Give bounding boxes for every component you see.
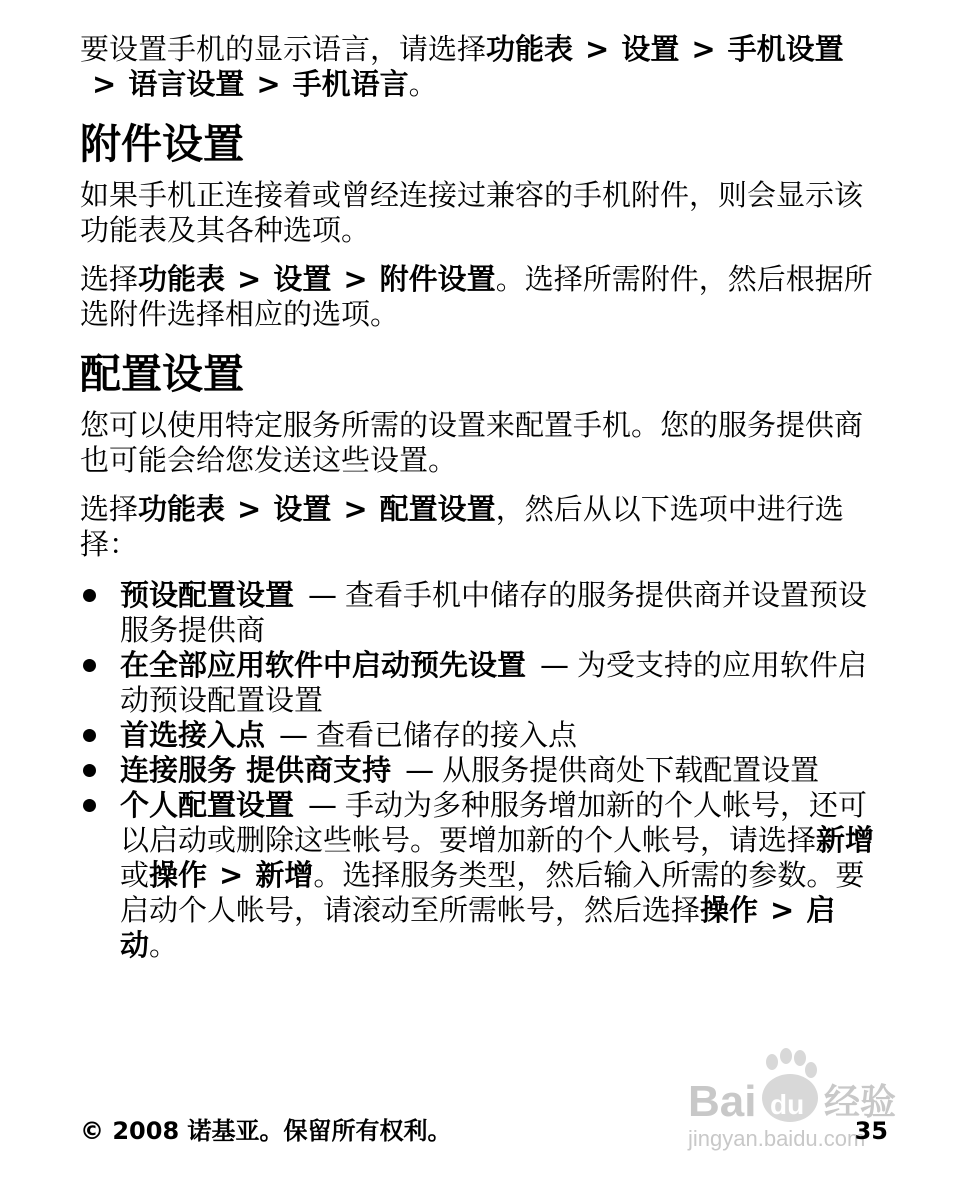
intro-text: 要设置手机的显示语言，请选择 (80, 32, 487, 66)
intro-paragraph (80, 32, 890, 102)
conjunction-text: 或 (120, 858, 150, 892)
em-dash: — (308, 578, 338, 612)
menu-path-item: 操作 (149, 858, 208, 892)
watermark-label: 经验 (824, 1082, 897, 1123)
option-name: 连接服务 提供商支持 (120, 753, 392, 787)
menu-path-item: 操作 (700, 893, 759, 927)
path-separator: > (219, 858, 244, 892)
em-dash: — (279, 718, 309, 752)
instruction-text: 选择 (80, 262, 139, 296)
menu-path-item: 设置 (621, 32, 680, 66)
path-separator: > (343, 492, 368, 526)
watermark-brand-text: Bai (688, 1077, 757, 1126)
configuration-options-list (80, 578, 890, 963)
option-description: 为受支持的应用软件启动预设配置设置 (120, 648, 868, 717)
menu-path-item: 新增 (816, 823, 875, 857)
page-number: 35 (854, 1117, 888, 1145)
menu-path-item: 手机语言 (292, 67, 409, 101)
option-description: 。选择服务类型，然后输入所需的参数。要启动个人帐号，请滚动至所需帐号，然后选择 (120, 858, 865, 927)
menu-path-item: 功能表 (486, 32, 574, 66)
em-dash: — (405, 753, 435, 787)
menu-path-item: 手机设置 (727, 32, 844, 66)
list-item (80, 718, 890, 753)
path-separator: > (343, 262, 368, 296)
section-heading-configuration: 配置设置 (80, 350, 244, 398)
list-item (80, 788, 890, 963)
copyright-notice: © 2008 诺基亚。保留所有权利。 (80, 1117, 452, 1145)
section-heading-accessories: 附件设置 (80, 120, 244, 168)
menu-path-item: 配置设置 (379, 492, 496, 526)
path-separator: > (92, 67, 117, 101)
menu-path-item: 新增 (255, 858, 314, 892)
sentence-end: 。 (149, 928, 179, 962)
option-description: 查看手机中储存的服务提供商并设置预设服务提供商 (120, 578, 868, 647)
menu-path-item: 功能表 (138, 492, 226, 526)
configuration-description: 您可以使用特定服务所需的设置来配置手机。您的服务提供商也可能会给您发送这些设置。 (80, 408, 864, 477)
instruction-text: ，然后从以下选项中进行选择： (80, 492, 844, 561)
em-dash: — (308, 788, 338, 822)
accessories-instructions (80, 262, 890, 332)
accessories-description: 如果手机正连接着或曾经连接过兼容的手机附件，则会显示该功能表及其各种选项。 (80, 178, 864, 247)
option-description: 从服务提供商处下载配置设置 (442, 753, 820, 787)
list-item (80, 578, 890, 648)
menu-path-item: 设置 (273, 492, 332, 526)
menu-path-item: 启动 (120, 893, 836, 962)
list-item (80, 648, 890, 718)
path-separator: > (237, 262, 262, 296)
menu-path-item: 设置 (273, 262, 332, 296)
manual-page (80, 32, 890, 963)
path-separator: > (770, 893, 795, 927)
menu-path-item: 附件设置 (379, 262, 496, 296)
path-separator: > (237, 492, 262, 526)
page-footer (80, 1116, 888, 1146)
menu-path-item: 语言设置 (128, 67, 245, 101)
sentence-end: 。 (408, 67, 438, 101)
path-separator: > (585, 32, 610, 66)
option-name: 首选接入点 (120, 718, 266, 752)
option-name: 在全部应用软件中启动预先设置 (120, 648, 527, 682)
path-separator: > (691, 32, 716, 66)
option-name: 预设配置设置 (120, 578, 295, 612)
option-description: 手动为多种服务增加新的个人帐号，还可以启动或删除这些帐号。要增加新的个人帐号，请选择 (120, 788, 868, 857)
option-name: 个人配置设置 (120, 788, 295, 822)
path-separator: > (256, 67, 281, 101)
menu-path-item: 功能表 (138, 262, 226, 296)
option-description: 查看已储存的接入点 (316, 718, 578, 752)
em-dash: — (540, 648, 570, 682)
instruction-text: 选择 (80, 492, 139, 526)
watermark-paw-text: du (770, 1089, 805, 1120)
configuration-instructions (80, 492, 890, 562)
list-item (80, 753, 890, 788)
instruction-text: 。选择所需附件，然后根据所选附件选择相应的选项。 (80, 262, 873, 331)
watermark-url: jingyan.baidu.com (688, 1126, 866, 1151)
